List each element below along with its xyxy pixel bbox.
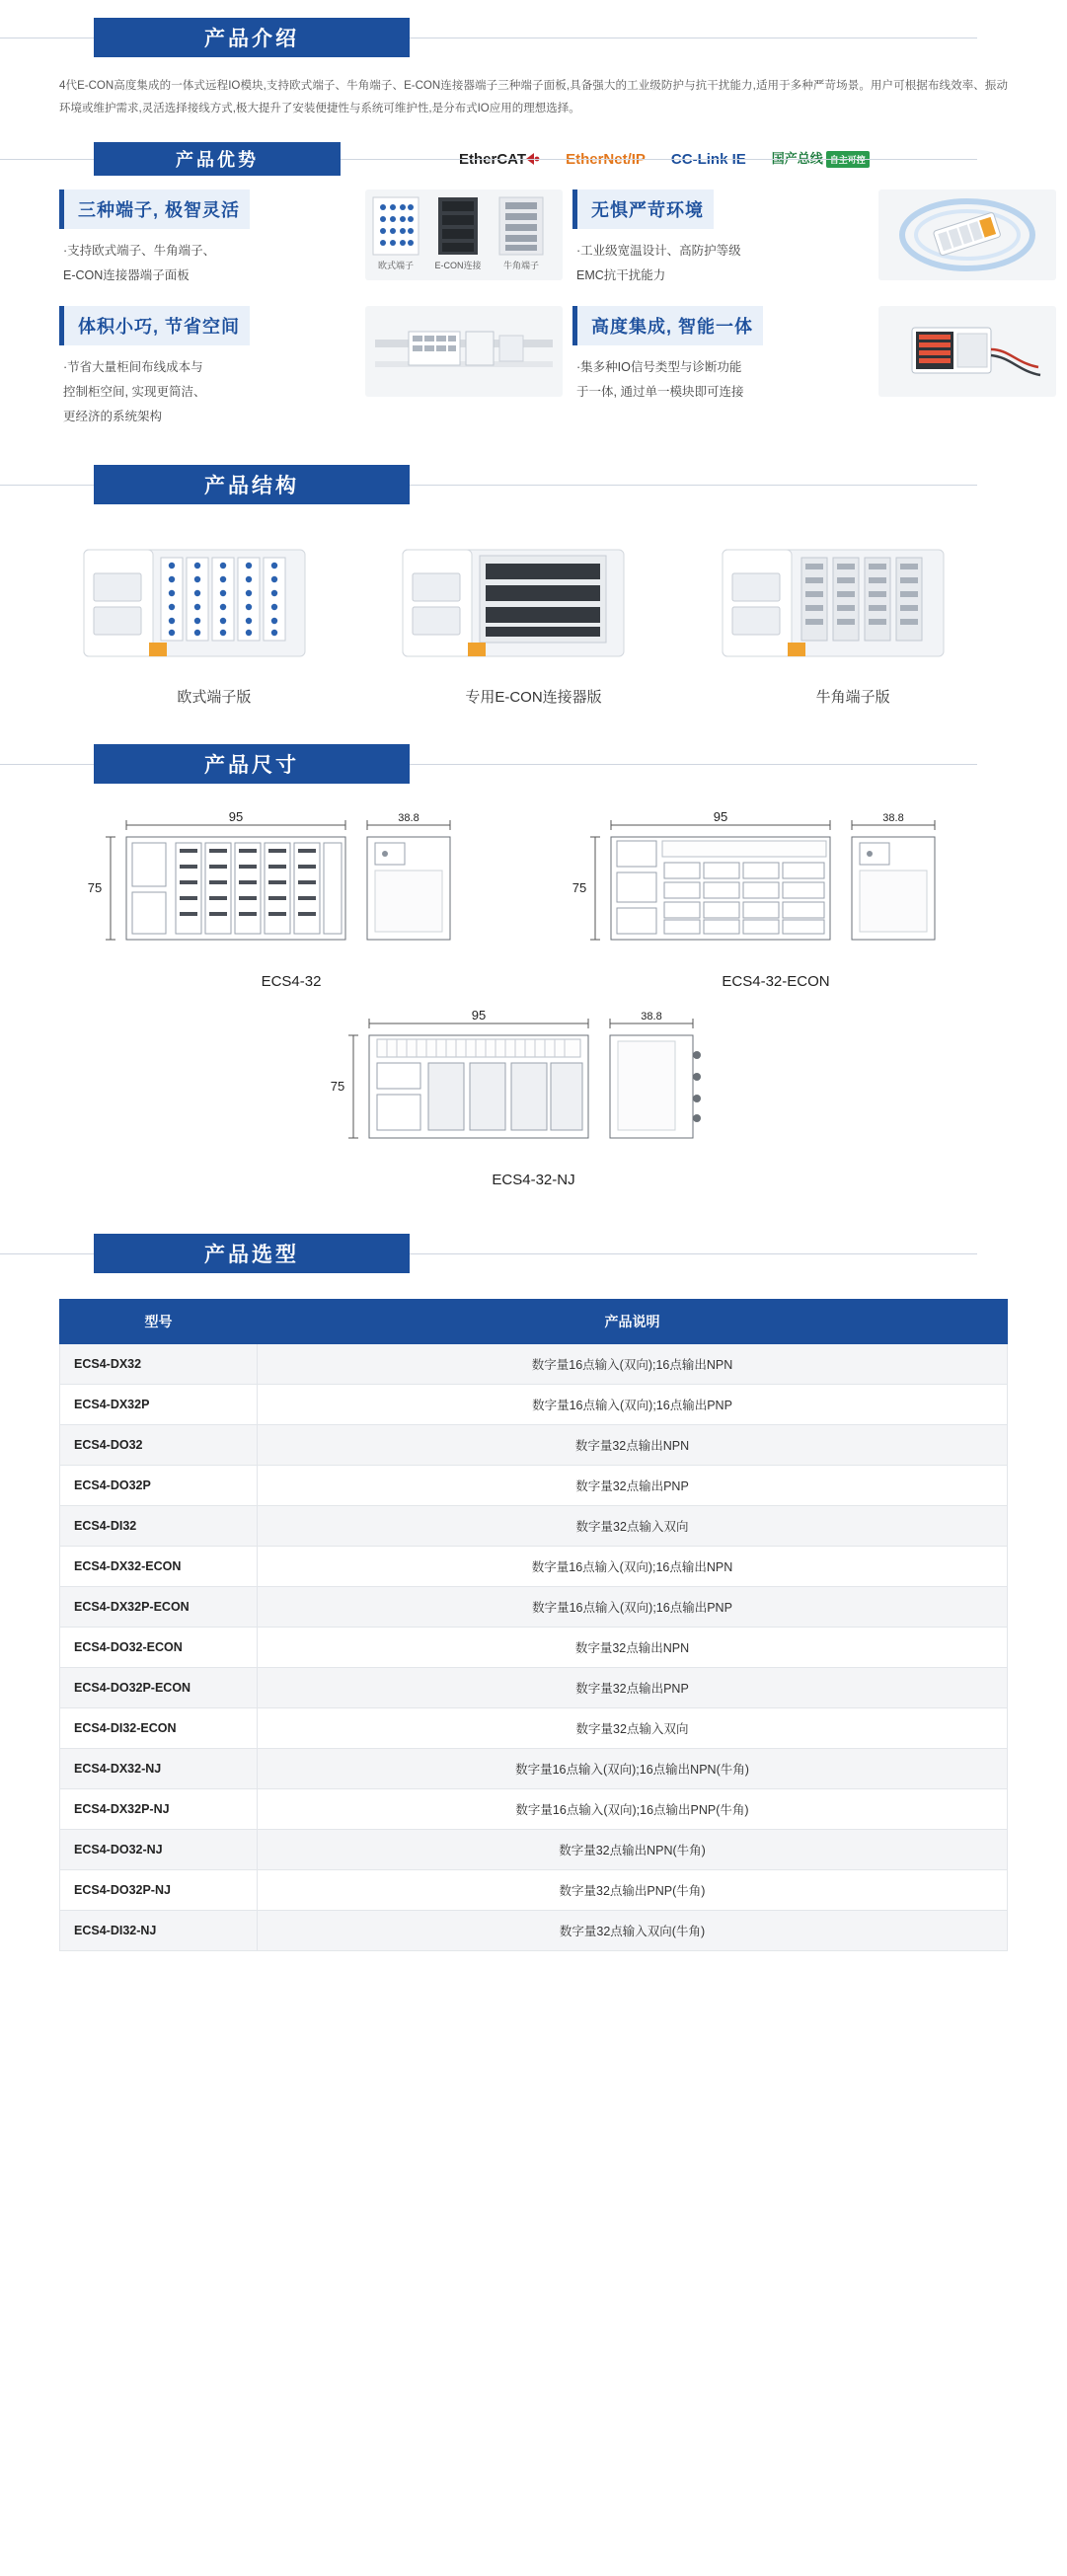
table-row (60, 1830, 1008, 1870)
structure-graphic-econ (385, 534, 642, 672)
structure-caption-2: 专用E-CON连接器版 (465, 689, 602, 706)
cell-desc: 数字量32点输出NPN (258, 1628, 1008, 1668)
cell-desc: 数字量32点输出NPN(牛角) (258, 1830, 1008, 1870)
dimension-drawing-1 (59, 809, 523, 967)
dimension-block-2 (544, 809, 1008, 990)
cell-model: ECS4-DO32P (60, 1466, 258, 1506)
cell-model: ECS4-DO32P-NJ (60, 1870, 258, 1911)
advantage-line-2-1: ·工业级宽温设计、高防护等级 (576, 244, 741, 258)
cell-desc: 数字量16点输入(双向);16点输出NPN(牛角) (258, 1749, 1008, 1789)
section-title-selection: 产品选型 (94, 1234, 410, 1273)
structure-item-1 (66, 534, 362, 707)
structure-item-2 (385, 534, 681, 707)
advantage-item-3 (59, 306, 355, 429)
cell-desc: 数字量32点输入双向 (258, 1708, 1008, 1749)
table-row (60, 1506, 1008, 1547)
cell-model: ECS4-DI32-NJ (60, 1911, 258, 1951)
table-body (60, 1344, 1008, 1951)
advantage-line-4-2: 于一体, 通过单一模块即可连接 (576, 385, 744, 399)
advantage-item-2 (572, 189, 869, 288)
dim-width-1: 95 (228, 809, 244, 824)
dim-width-3: 95 (471, 1008, 486, 1023)
advantage-body-4 (572, 355, 869, 405)
shield-module-graphic (878, 189, 1056, 280)
dim-height-3: 75 (330, 1079, 344, 1094)
structure-graphic-euro (66, 534, 323, 672)
cell-desc: 数字量32点输出PNP (258, 1668, 1008, 1708)
table-header-row (60, 1300, 1008, 1344)
model-selection-table (59, 1299, 1008, 1951)
integration-image (878, 306, 1056, 397)
cell-desc: 数字量16点输入(双向);16点输出PNP (258, 1587, 1008, 1628)
table-header-model: 型号 (60, 1300, 258, 1344)
table-row (60, 1870, 1008, 1911)
cell-desc: 数字量16点输入(双向);16点输出NPN (258, 1344, 1008, 1385)
table-row (60, 1911, 1008, 1951)
cell-desc: 数字量32点输出PNP (258, 1466, 1008, 1506)
terminal-caption-3: 牛角端子 (502, 261, 540, 270)
cell-desc: 数字量32点输入双向 (258, 1506, 1008, 1547)
advantage-header (0, 142, 1067, 176)
table-row (60, 1547, 1008, 1587)
terminal-types-graphic (365, 189, 563, 280)
table-row (60, 1789, 1008, 1830)
advantage-item-4 (572, 306, 869, 405)
harsh-environment-image (878, 189, 1056, 280)
cell-model: ECS4-DX32-ECON (60, 1547, 258, 1587)
table-row (60, 1628, 1008, 1668)
cell-desc: 数字量32点输出NPN (258, 1425, 1008, 1466)
section-title-advantage: 产品优势 (94, 142, 341, 176)
cell-model: ECS4-DX32P-ECON (60, 1587, 258, 1628)
advantage-body-3 (59, 355, 355, 429)
advantage-body-2 (572, 239, 869, 288)
table-header-desc: 产品说明 (258, 1300, 1008, 1344)
structure-caption-3: 牛角端子版 (815, 689, 890, 706)
advantage-title-1: 三种端子, 极智灵活 (59, 189, 250, 229)
cell-model: ECS4-DO32-ECON (60, 1628, 258, 1668)
dimension-area (59, 809, 1008, 1188)
terminal-caption-2: E-CON连接 (434, 261, 482, 270)
advantage-title-3: 体积小巧, 节省空间 (59, 306, 250, 345)
table-row (60, 1385, 1008, 1425)
cell-model: ECS4-DO32 (60, 1425, 258, 1466)
cell-desc: 数字量32点输出PNP(牛角) (258, 1870, 1008, 1911)
advantage-line-3-1: ·节省大量柜间布线成本与 (63, 360, 203, 374)
compact-size-image (365, 306, 563, 397)
cell-desc: 数字量16点输入(双向);16点输出PNP(牛角) (258, 1789, 1008, 1830)
cell-model: ECS4-DI32-ECON (60, 1708, 258, 1749)
terminal-types-image (365, 189, 563, 280)
table-row (60, 1668, 1008, 1708)
advantage-item-1 (59, 189, 355, 288)
dimension-block-3 (302, 1008, 766, 1188)
dimension-caption-1: ECS4-32 (261, 973, 322, 990)
structure-caption-1: 欧式端子版 (177, 689, 252, 706)
cell-desc: 数字量32点输入双向(牛角) (258, 1911, 1008, 1951)
structure-row (54, 534, 1013, 707)
advantage-line-3-2: 控制柜空间, 实现更简洁、 (63, 385, 206, 399)
table-row (60, 1587, 1008, 1628)
advantage-line-3-3: 更经济的系统架构 (63, 410, 163, 423)
cell-model: ECS4-DX32 (60, 1344, 258, 1385)
wired-module-graphic (878, 306, 1056, 397)
advantage-line-2-2: EMC抗干扰能力 (576, 268, 666, 282)
dim-depth-3: 38.8 (640, 1011, 662, 1023)
dimension-caption-2: ECS4-32-ECON (722, 973, 830, 990)
cell-desc: 数字量16点输入(双向);16点输出NPN (258, 1547, 1008, 1587)
structure-item-3 (705, 534, 1001, 707)
dim-depth-1: 38.8 (398, 812, 419, 824)
table-row (60, 1344, 1008, 1385)
section-title-structure: 产品结构 (94, 465, 410, 504)
advantage-title-4: 高度集成, 智能一体 (572, 306, 763, 345)
intro-paragraph: 4代E-CON高度集成的一体式远程IO模块,支持欧式端子、牛角端子、E-CON连接器端子三种端子面板,具备强大的工业级防护与抗干扰能力,适用于多种严苛场景。用户可根据布线效率、振动环境或维护需求,灵活选择接线方式,极大提升了安装便捷性与系统可维护性,是分布式IO应用的理想选择。 (59, 80, 1008, 114)
advantage-title-2: 无惧严苛环境 (572, 189, 714, 229)
dim-height-2: 75 (572, 880, 587, 895)
din-rail-graphic (365, 306, 563, 397)
dimension-row-bottom (59, 1008, 1008, 1188)
table-row (60, 1466, 1008, 1506)
advantage-line-4-1: ·集多种IO信号类型与诊断功能 (576, 360, 742, 374)
cell-model: ECS4-DI32 (60, 1506, 258, 1547)
advantage-grid (59, 189, 1008, 429)
advantage-body-1 (59, 239, 355, 288)
dim-depth-2: 38.8 (882, 812, 904, 824)
cell-model: ECS4-DX32P-NJ (60, 1789, 258, 1830)
dimension-drawing-2 (544, 809, 1008, 967)
terminal-caption-1: 欧式端子 (377, 261, 415, 270)
dimension-row-top (59, 809, 1008, 990)
table-row (60, 1425, 1008, 1466)
advantage-line-1-2: E-CON连接器端子面板 (63, 268, 190, 282)
dimension-caption-3: ECS4-32-NJ (492, 1172, 575, 1188)
cell-desc: 数字量16点输入(双向);16点输出PNP (258, 1385, 1008, 1425)
cell-model: ECS4-DO32-NJ (60, 1830, 258, 1870)
dimension-block-1 (59, 809, 523, 990)
cell-model: ECS4-DX32P (60, 1385, 258, 1425)
advantage-line-1-1: ·支持欧式端子、牛角端子、 (63, 244, 216, 258)
table-row (60, 1749, 1008, 1789)
structure-graphic-nj (705, 534, 961, 672)
dim-width-2: 95 (713, 809, 728, 824)
cell-model: ECS4-DO32P-ECON (60, 1668, 258, 1708)
dimension-drawing-3 (302, 1008, 766, 1166)
cell-model: ECS4-DX32-NJ (60, 1749, 258, 1789)
dim-height-1: 75 (87, 880, 103, 895)
section-title-dimension: 产品尺寸 (94, 744, 410, 784)
section-title-intro: 产品介绍 (94, 18, 410, 57)
table-row (60, 1708, 1008, 1749)
